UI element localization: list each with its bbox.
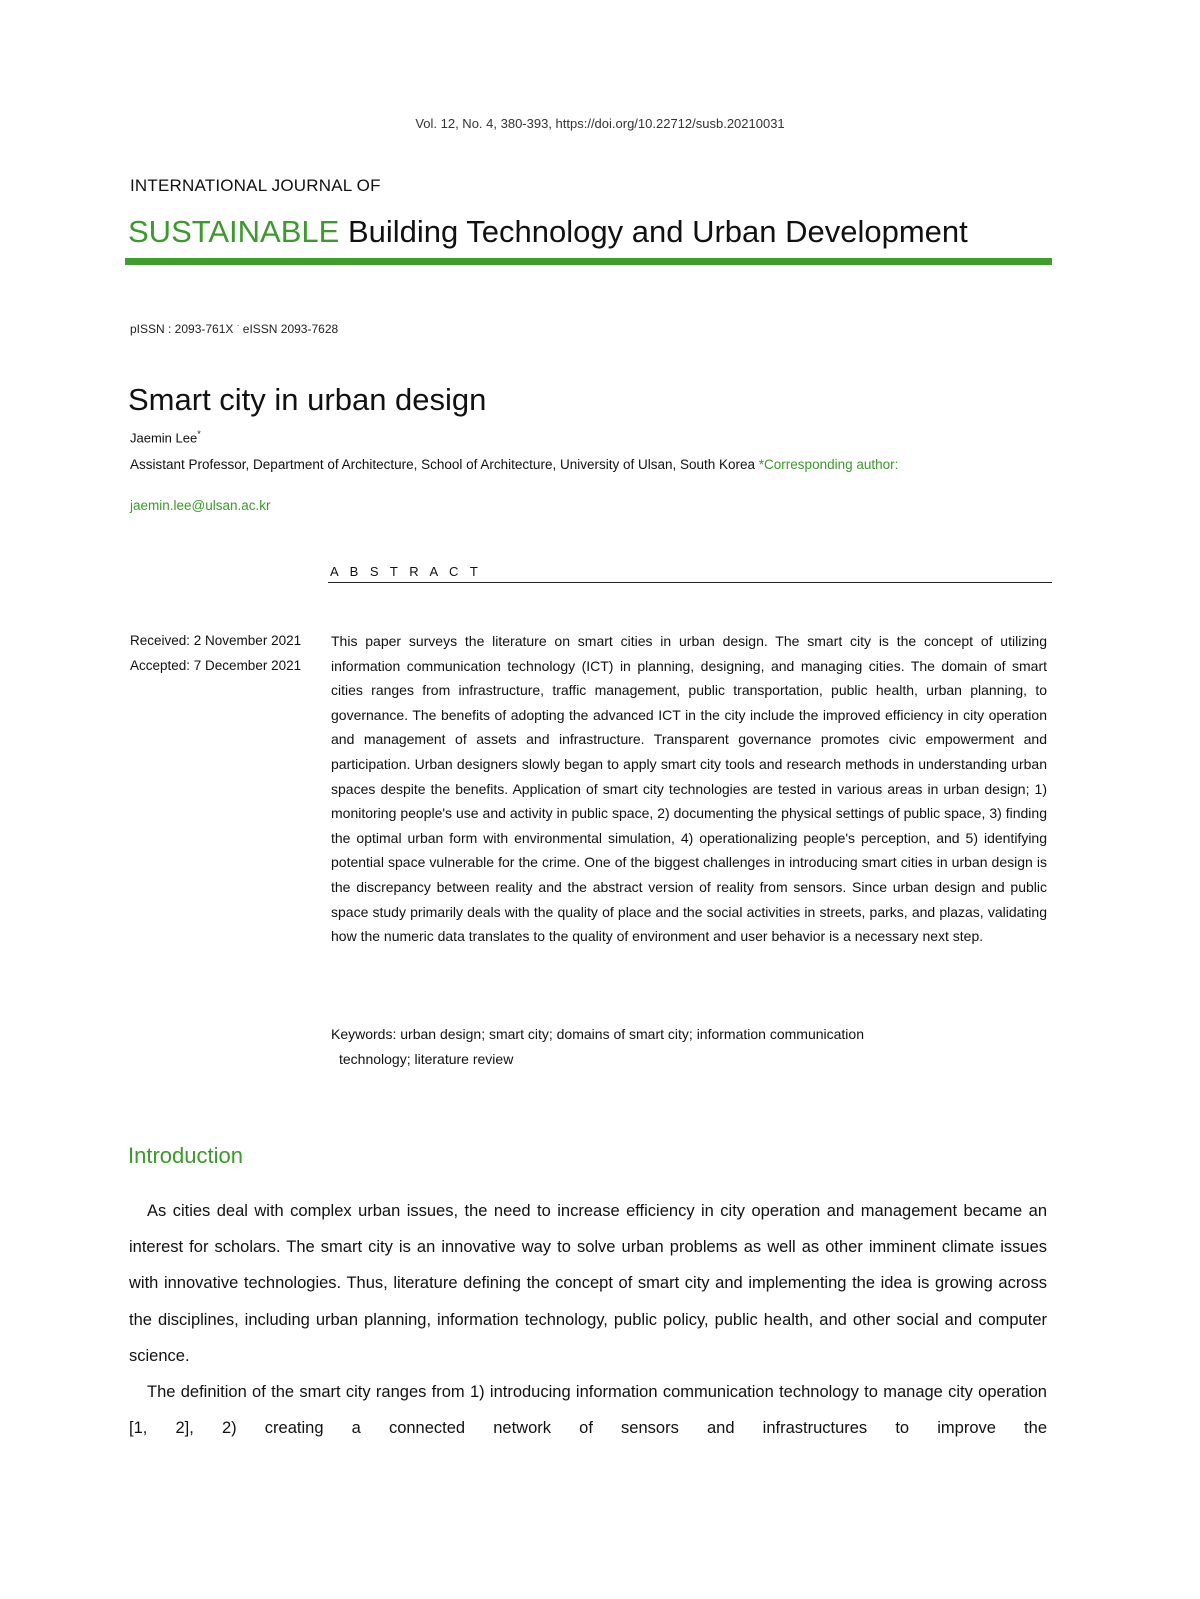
journal-name (128, 214, 968, 250)
author-mark: * (197, 429, 201, 439)
keywords-line-1: Keywords: urban design; smart city; domains of smart city; information communication (331, 1026, 864, 1042)
issn-print: pISSN : 2093-761X (130, 322, 234, 336)
introduction-body (129, 1193, 1047, 1446)
affiliation (130, 457, 898, 472)
journal-name-rest: Building Technology and Urban Development (339, 214, 968, 249)
journal-name-prefix: INTERNATIONAL JOURNAL OF (130, 176, 381, 195)
issn-line (130, 321, 338, 336)
volume-doi-line: Vol. 12, No. 4, 380-393, https://doi.org/10.22712/susb.20210031 (415, 116, 785, 131)
abstract-heading: A B S T R A C T (330, 564, 482, 579)
issn-separator: · (236, 321, 240, 330)
received-date: Received: 2 November 2021 (130, 633, 302, 648)
abstract-body: This paper surveys the literature on smart cities in urban design. The smart city is the concept of utilizing information communication technology (ICT) in planning, designing, and managing cities. The domain of smart cities ranges from infrastructure, traffic management, public transportation, public health, urban planning, to governance. The benefits of adopting the advanced ICT in the city include the improved efficiency in city operation and management of assets and infrastructure. Transparent governance promotes civic empowerment and participation. Urban designers slowly began to apply smart city tools and research methods in understanding urban spaces despite the benefits. Application of smart city technologies are tested in various areas in urban design; 1) monitoring people's use and activity in public space, 2) documenting the physical settings of public space, 3) finding the optimal urban form with environmental simulation, 4) operationalizing people's perception, and 5) identifying potential space vulnerable for the crime. One of the biggest challenges in introducing smart cities in urban design is the discrepancy between reality and the abstract version of reality from sensors. Since urban design and public space study primarily deals with the quality of place and the social activities in streets, parks, and plazas, validating how the numeric data translates to the quality of environment and user behavior is a necessary next step. (331, 633, 1047, 945)
abstract-divider (328, 582, 1052, 583)
author-name: Jaemin Lee (130, 430, 198, 446)
corresponding-author-label: *Corresponding author: (758, 457, 899, 472)
issn-electronic: eISSN 2093-7628 (242, 322, 339, 336)
article-title: Smart city in urban design (128, 382, 487, 417)
article-dates (130, 629, 301, 678)
affiliation-text: Assistant Professor, Department of Architecture, School of Architecture, University of Ulsan, South Korea (130, 457, 759, 472)
introduction-heading: Introduction (128, 1143, 243, 1168)
author-email-link[interactable]: jaemin.lee@ulsan.ac.kr (130, 498, 271, 513)
author-line (130, 429, 201, 445)
journal-name-highlight: SUSTAINABLE (128, 214, 340, 249)
introduction-paragraph-1: As cities deal with complex urban issues, the need to increase efficiency in city operation and management became an interest for scholars. The smart city is an innovative way to solve urban problems as well as other imminent climate issues with innovative technologies. Thus, literature defining the concept of smart city and implementing the idea is growing across the disciplines, including urban planning, information technology, public policy, public health, and other social and computer science. (129, 1202, 1047, 1365)
accepted-date: Accepted: 7 December 2021 (130, 657, 302, 673)
keywords-line-2: technology; literature review (339, 1050, 514, 1067)
header-divider (125, 258, 1052, 265)
keywords (331, 1022, 1031, 1071)
introduction-paragraph-2: The definition of the smart city ranges from 1) introducing information communication technology to manage city operation [1, 2], 2) creating a connected network of sensors and infrastructures to improve the (129, 1383, 1047, 1438)
